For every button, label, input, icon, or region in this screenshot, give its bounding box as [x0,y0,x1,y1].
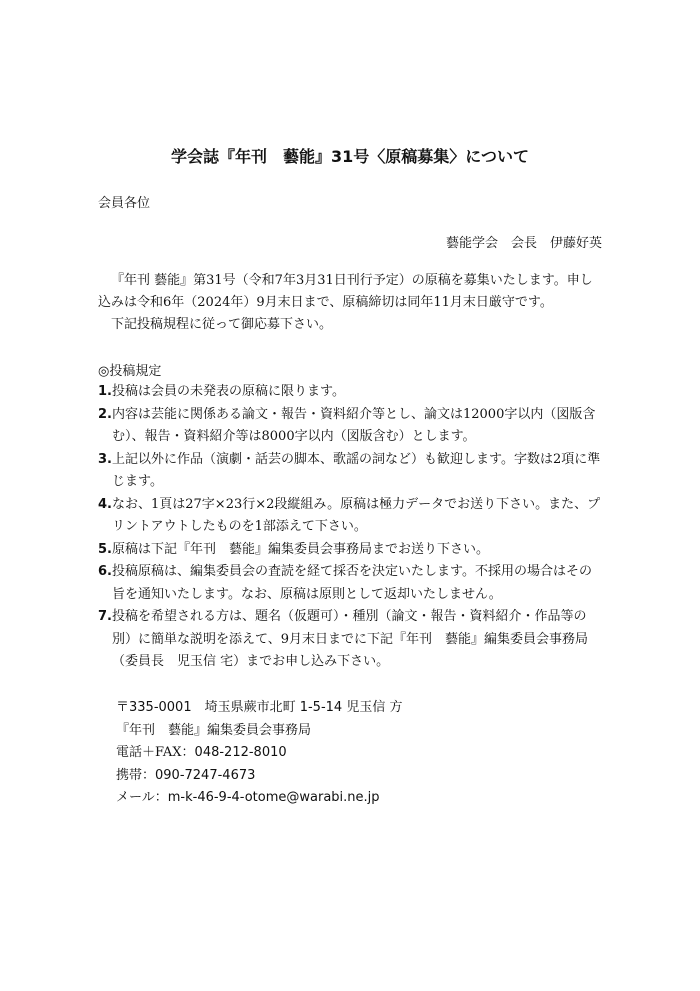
phone-number: 048-212-8010 [194,745,287,760]
rule-item [98,561,602,606]
rule-item [98,494,602,539]
rule-number: 4. [98,496,112,512]
rule-number: 2. [98,406,112,422]
rule-number: 5. [98,541,112,557]
email-line [116,787,402,810]
email-label: メール： [116,790,168,805]
phone-line [116,742,402,765]
rule-item [98,404,602,449]
rules-list [98,381,602,674]
contact-block [116,697,402,810]
rule-text: 原稿は下記『年刊 藝能』編集委員会事務局までお送り下さい。 [111,541,489,557]
rule-text: なお、1頁は27字×23行×2段縦組み。原稿は極力データでお送り下さい。また、プリントアウトしたものを1部添えて下さい。 [111,496,601,534]
sender-line: 藝能学会 会長 伊藤好英 [445,236,602,251]
intro-paragraph-1: 『年刊 藝能』第31号（令和7年3月31日刊行予定）の原稿を募集いたします。申し込みは令和6年（2024年）9月末日まで、原稿締切は同年11月末日厳守です。 [98,273,593,310]
rule-item [98,606,602,674]
email-address[interactable]: m-k-46-9-4-otome@warabi.ne.jp [167,790,380,805]
rule-text: 内容は芸能に関係ある論文・報告・資料紹介等とし、論文は12000字以内（図版含む）、報告・資料紹介等は8000字以内（図版含む）とします。 [111,406,596,444]
rule-text: 上記以外に作品（演劇・話芸の脚本、歌謡の詞など）も歓迎します。字数は2項に準じます。 [111,451,601,489]
intro-section [98,270,602,336]
mobile-number: 090-7247-4673 [155,767,256,783]
rule-text: 投稿は会員の未発表の原稿に限ります。 [111,384,345,399]
mobile-label: 携帯： [116,767,156,783]
editorial-office: 『年刊 藝能』編集委員会事務局 [116,722,312,738]
document-title: 学会誌『年刊 藝能』31号〈原稿募集〉について [171,147,529,166]
postal-address: 〒335-0001 埼玉県蕨市北町 1-5-14 児玉信 方 [116,700,403,715]
rule-number: 1. [98,384,112,399]
rule-number: 3. [98,451,112,467]
mobile-line [116,765,402,788]
rule-number: 6. [98,564,112,579]
rule-text: 投稿原稿は、編集委員会の査読を経て採否を決定いたします。不採用の場合はその旨を通知いたします。なお、原稿は原則として返却いたしません。 [111,564,592,602]
rule-item [98,449,602,494]
rule-item [98,381,602,404]
rule-text: 投稿を希望される方は、題名（仮題可）・種別（論文・報告・資料紹介・作品等の別）に簡単な説明を添えて、9月末日までに下記『年刊 藝能』編集委員会事務局（委員長 児玉信 宅）までお申し込み下さい。 [111,609,589,669]
rule-number: 7. [98,609,112,624]
rule-item [98,539,602,562]
rules-heading: ◎投稿規定 [98,364,162,379]
intro-paragraph-2: 下記投稿規程に従って御応募下さい。 [111,317,333,332]
phone-label: 電話＋FAX： [116,745,195,760]
salutation: 会員各位 [98,196,151,211]
